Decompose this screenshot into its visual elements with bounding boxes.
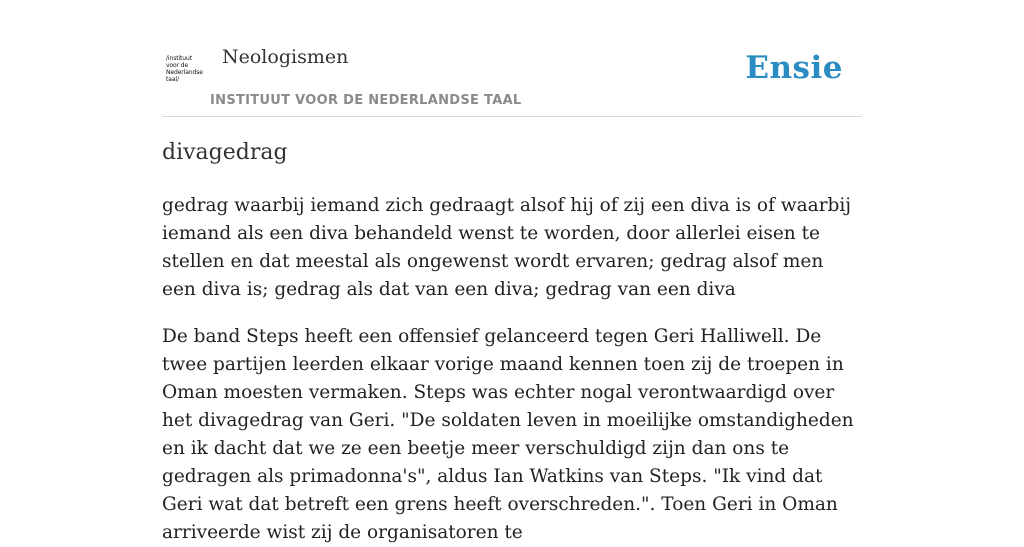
entry-title: divagedrag — [162, 140, 288, 165]
ensie-brand-logo[interactable]: Ensie — [745, 50, 843, 86]
entry-definition: gedrag waarbij iemand zich gedraagt alsof hij of zij een diva is of waarbij iemand als een diva behandeld wenst te worden, door allerlei eisen te stellen en dat meestal als ongewenst wordt ervaren; gedrag alsof men een diva is; gedrag als dat van een diva; gedrag van een diva — [162, 195, 852, 300]
site-title[interactable]: Neologismen — [222, 46, 349, 68]
entry-example: De band Steps heeft een offensief gelanceerd tegen Geri Halliwell. De twee partijen leerden elkaar vorige maand kennen toen zij de troepen in Oman moesten vermaken. Steps was echter nogal verontwaardigd over het divagedrag van Geri. "De soldaten leven in moeilijke omstandigheden en ik dacht dat we ze een beetje meer verschuldigd zijn dan ons te gedragen als primadonna's", aldus Ian Watkins van Steps. "Ik vind dat Geri wat dat betreft een grens heeft overschreden.". Toen Geri in Oman arriveerde wist zij de organisatoren te — [162, 326, 854, 543]
ivdnt-logo[interactable] — [166, 55, 210, 91]
page — [162, 0, 862, 543]
logo-text: /instituut voor de Nederlandse taal/ — [166, 55, 203, 83]
site-header — [162, 0, 862, 117]
site-subtitle: INSTITUUT VOOR DE NEDERLANDSE TAAL — [210, 93, 522, 108]
